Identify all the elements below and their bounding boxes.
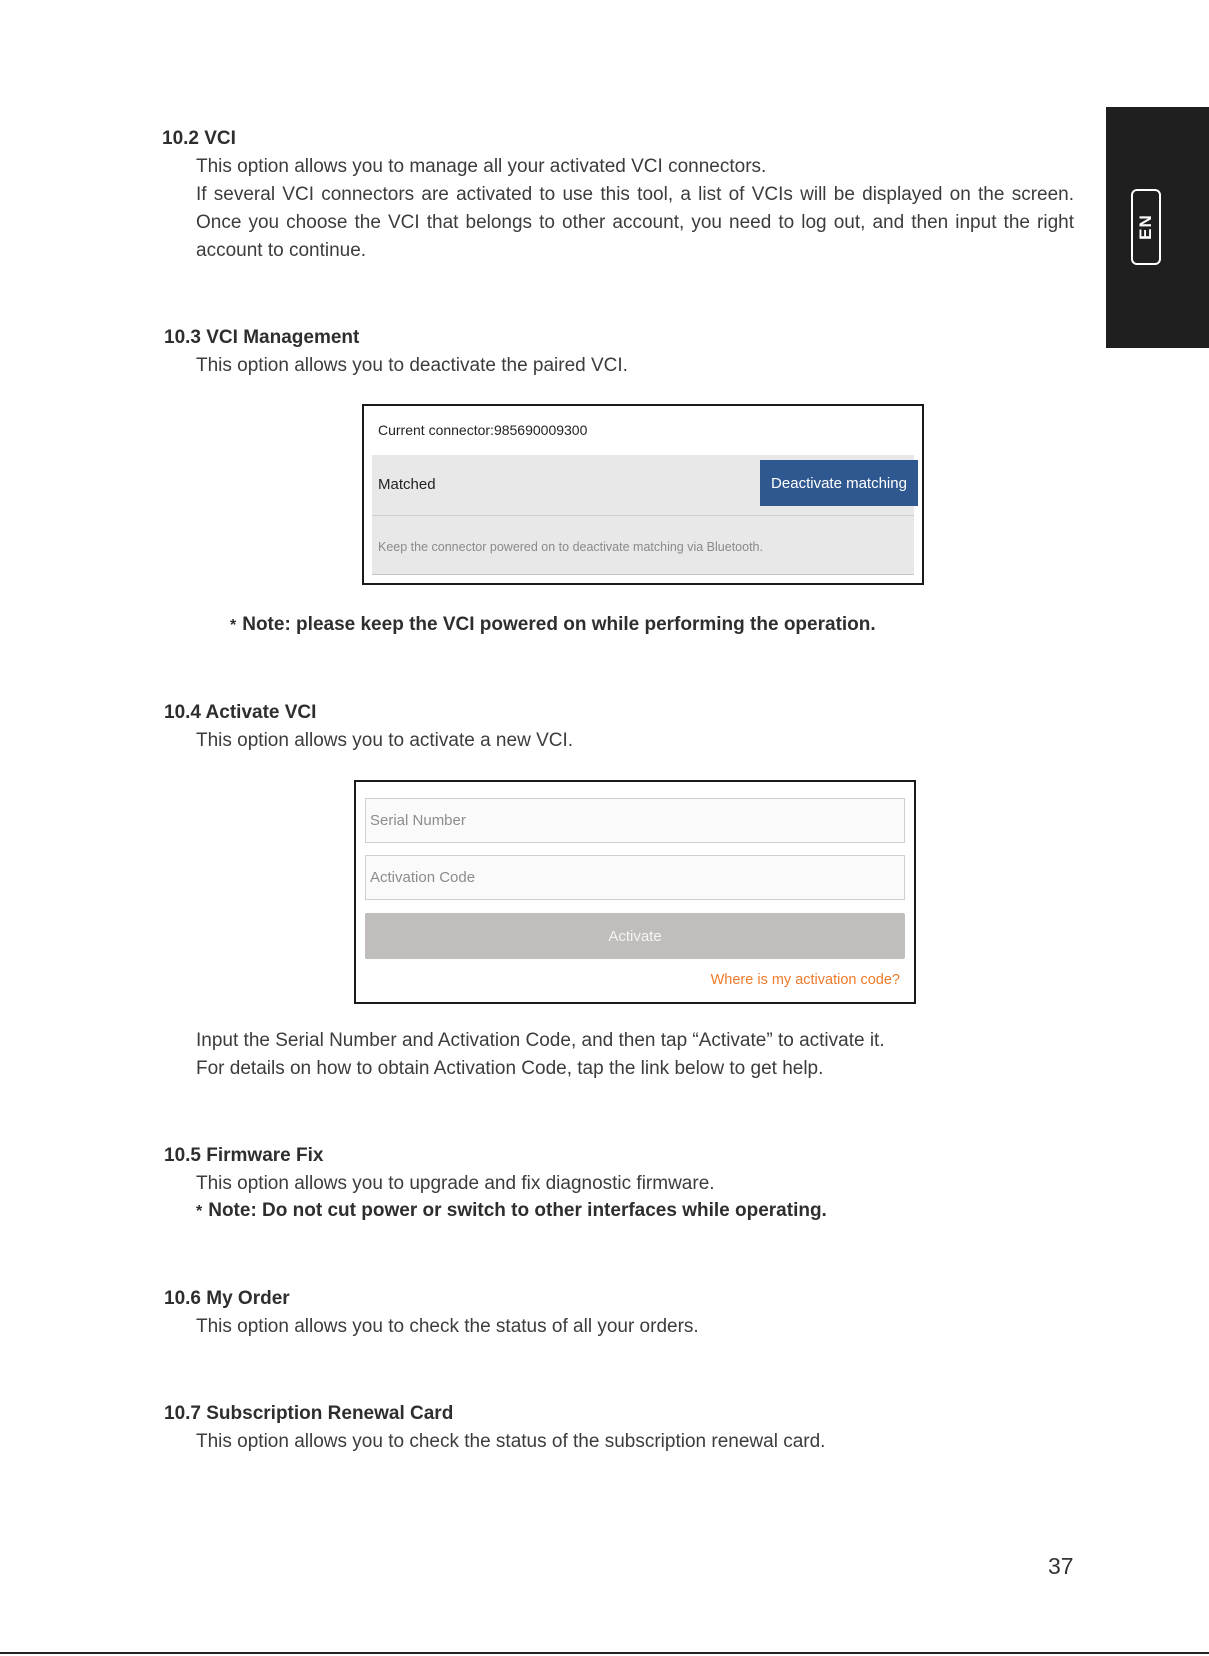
- section-10-5-intro: This option allows you to upgrade and fix diagnostic firmware.: [196, 1173, 715, 1194]
- section-10-3-intro: This option allows you to deactivate the paired VCI.: [196, 355, 628, 376]
- section-10-4-heading: 10.4 Activate VCI: [164, 702, 317, 723]
- vci-management-screenshot: [362, 404, 924, 585]
- section-10-6-intro: This option allows you to check the status of all your orders.: [196, 1316, 699, 1337]
- section-10-3-heading: 10.3 VCI Management: [164, 327, 360, 348]
- note-marker: *: [196, 1203, 203, 1220]
- section-10-7-heading: 10.7 Subscription Renewal Card: [164, 1403, 454, 1424]
- section-10-2-description: If several VCI connectors are activated to use this tool, a list of VCIs will be displayed on the screen. Once you choose the VCI that belongs to other account, you need to log out, and then input the right account to continue.: [196, 184, 1074, 261]
- activation-code-input[interactable]: [365, 855, 905, 900]
- activate-button[interactable]: Activate: [365, 913, 905, 959]
- serial-number-input[interactable]: [365, 798, 905, 843]
- note-marker: *: [230, 617, 237, 634]
- section-10-4-help-text: For details on how to obtain Activation Code, tap the link below to get help.: [196, 1058, 824, 1079]
- section-10-7-intro: This option allows you to check the status of the subscription renewal card.: [196, 1431, 826, 1452]
- match-status: Matched: [378, 476, 436, 493]
- language-tab: [1106, 107, 1209, 348]
- section-10-3-note: [230, 614, 876, 636]
- language-badge: [1131, 189, 1161, 265]
- deactivate-matching-button[interactable]: Deactivate matching: [760, 460, 918, 506]
- activate-vci-screenshot: [354, 780, 916, 1004]
- note-text: Note: Do not cut power or switch to other interfaces while operating.: [208, 1200, 827, 1221]
- section-10-5-heading: 10.5 Firmware Fix: [164, 1145, 324, 1166]
- section-10-2-heading: 10.2 VCI: [162, 128, 236, 149]
- page-number: 37: [1048, 1553, 1074, 1579]
- bottom-rule: [0, 1652, 1209, 1654]
- activation-code-help-link[interactable]: Where is my activation code?: [710, 972, 900, 988]
- hint-row: [372, 516, 914, 575]
- section-10-2-intro: This option allows you to manage all your activated VCI connectors.: [196, 156, 767, 177]
- match-status-row: [372, 455, 914, 516]
- note-text: Note: please keep the VCI powered on while performing the operation.: [242, 614, 876, 635]
- section-10-4-intro: This option allows you to activate a new VCI.: [196, 730, 574, 751]
- section-10-5-note: [196, 1200, 827, 1222]
- bluetooth-hint: Keep the connector powered on to deactivate matching via Bluetooth.: [378, 540, 763, 554]
- language-label: EN: [1136, 214, 1155, 240]
- current-connector-label: Current connector:985690009300: [378, 422, 588, 438]
- section-10-6-heading: 10.6 My Order: [164, 1288, 290, 1309]
- section-10-4-instructions: Input the Serial Number and Activation Code, and then tap “Activate” to activate it.: [196, 1030, 885, 1051]
